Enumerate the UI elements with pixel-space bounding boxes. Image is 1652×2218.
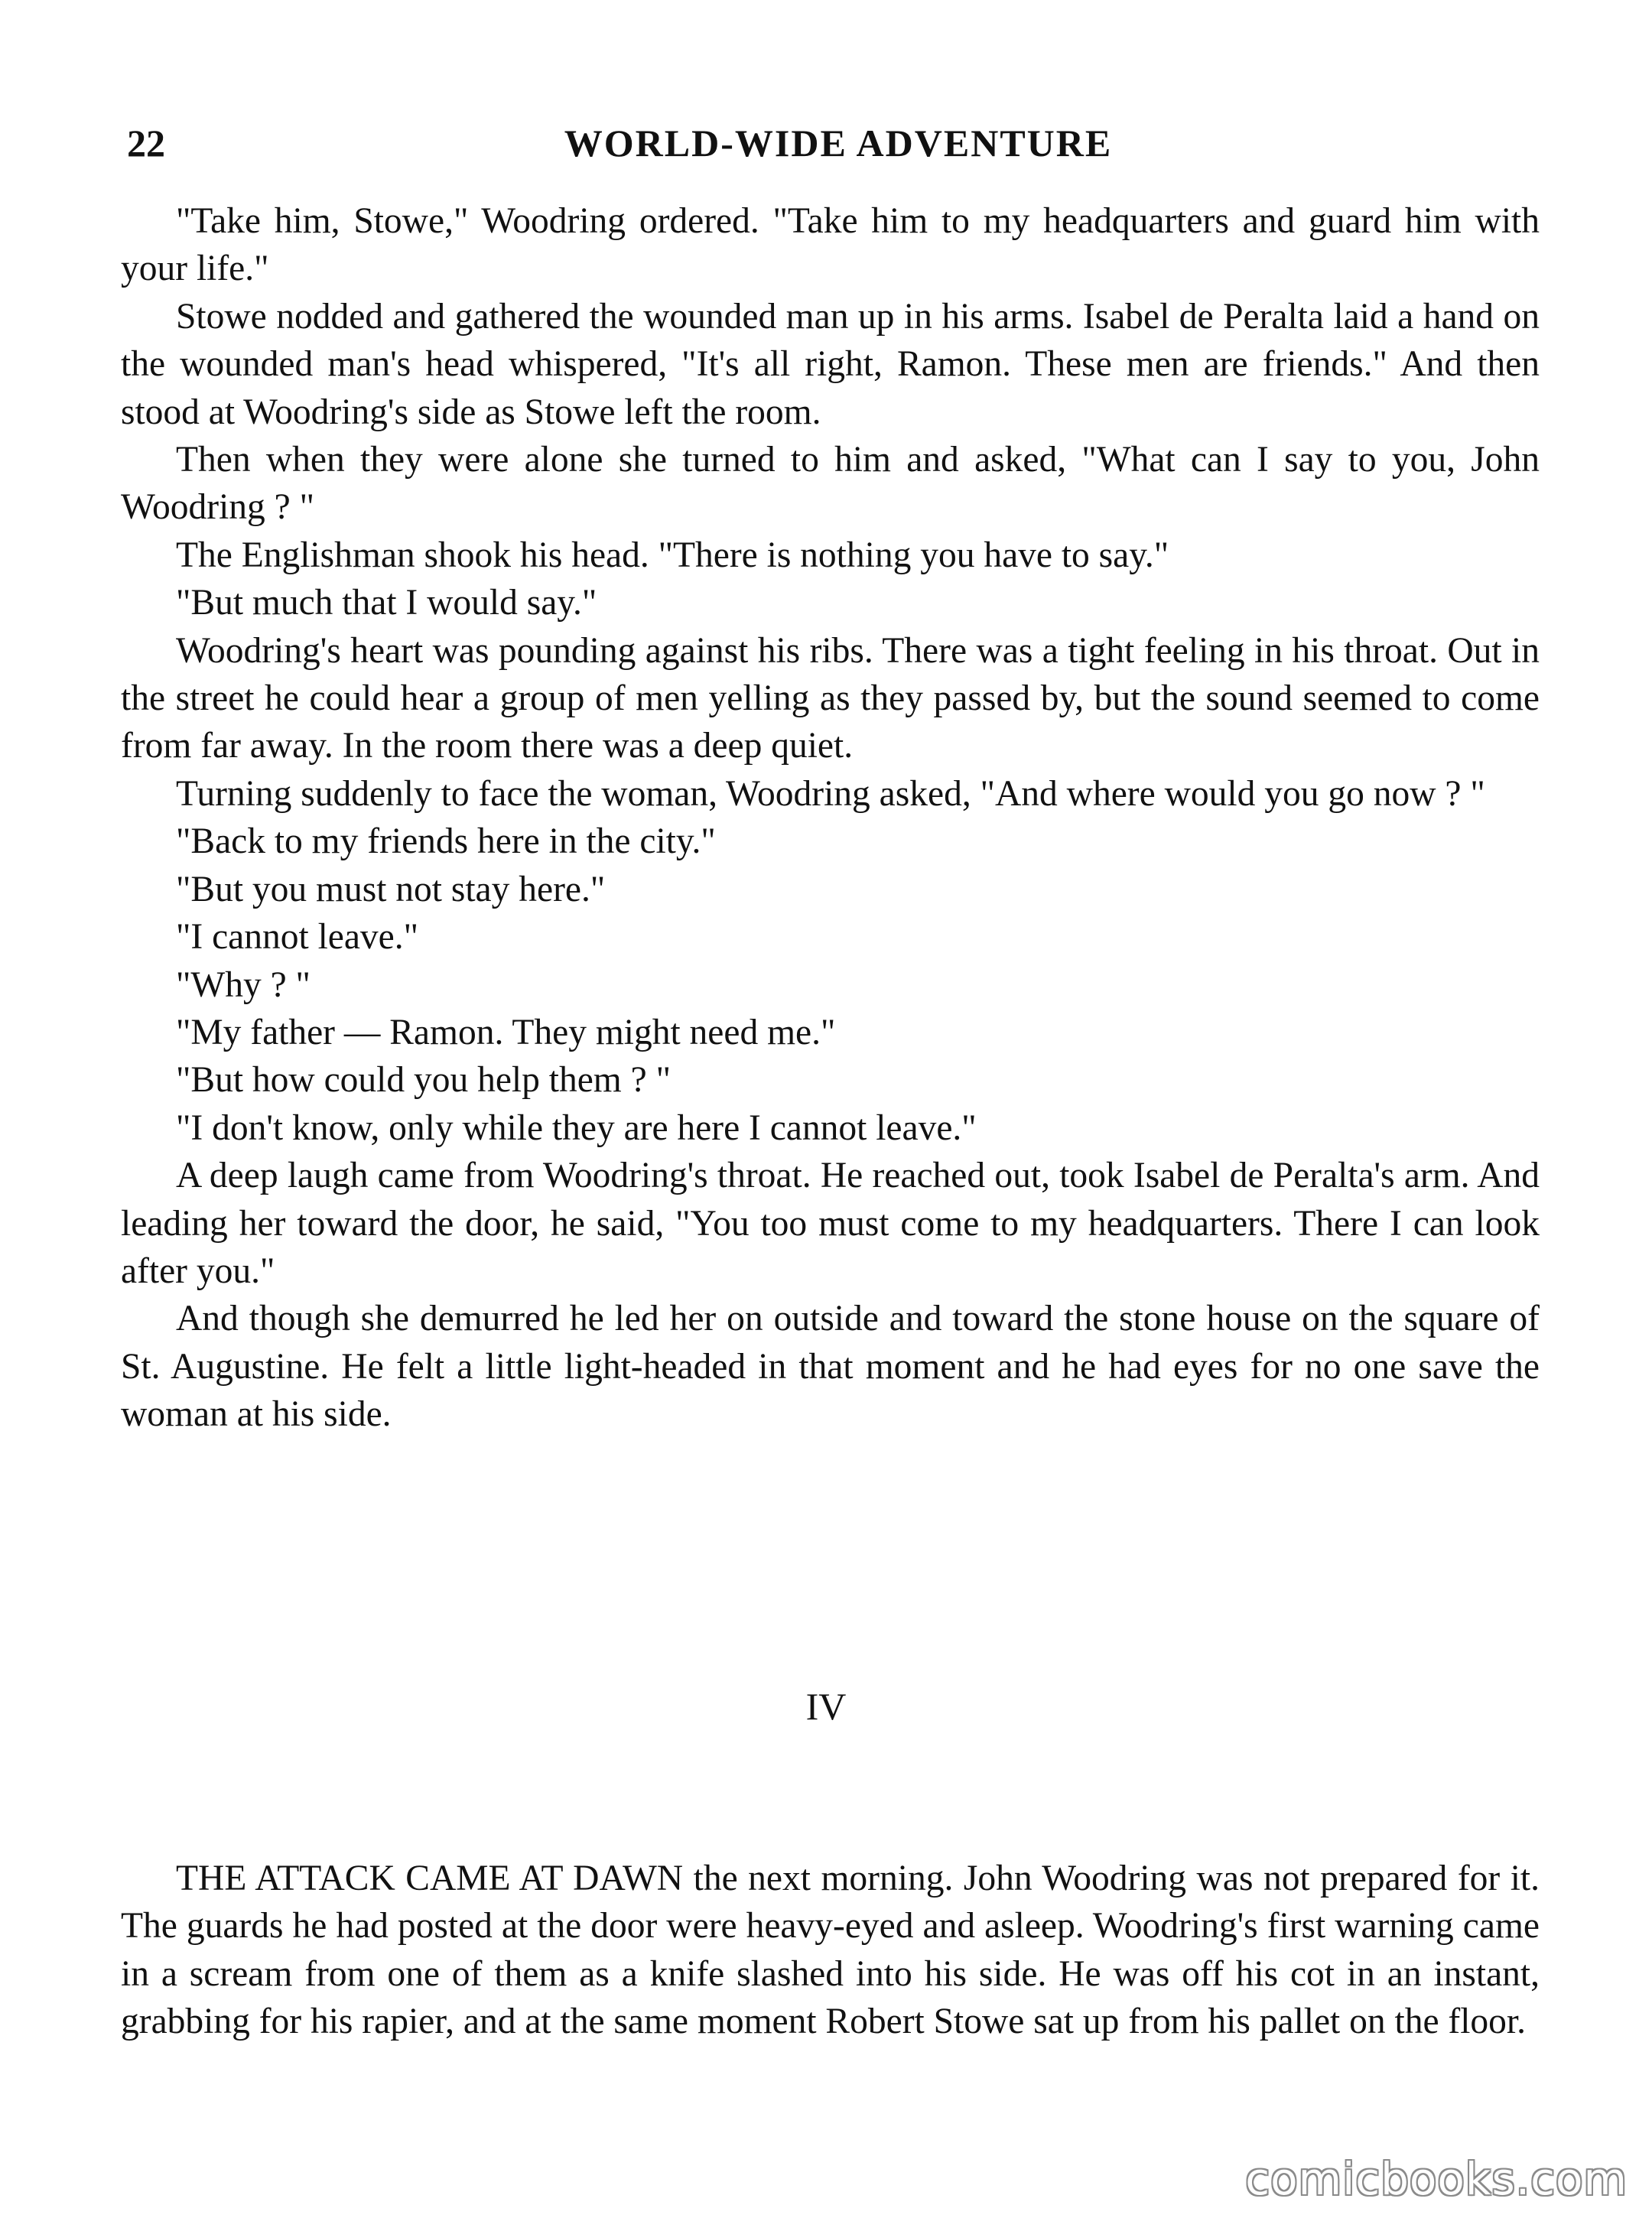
body-text (121, 197, 1540, 1439)
paragraph: "But how could you help them ? " (176, 1060, 671, 1101)
watermark: comicbooks.com (1245, 2153, 1628, 2205)
page-number: 22 (127, 122, 165, 164)
paragraph: "Take him, Stowe," Woodring ordered. "Take him to my headquarters and guard him with your life." (121, 201, 1540, 289)
chapter-opening (121, 1855, 1540, 2046)
paragraph: "Why ? " (176, 964, 311, 1005)
paragraph: "But much that I would say." (176, 583, 597, 623)
paragraph: "My father — Ramon. They might need me." (176, 1012, 836, 1052)
paragraph: Then when they were alone she turned to him and asked, "What can I say to you, John Woodring ? " (121, 440, 1540, 528)
paragraph: "But you must not stay here." (176, 869, 606, 909)
paragraph: The Englishman shook his head. "There is nothing you have to say." (176, 535, 1169, 575)
page-header (127, 121, 1550, 182)
paragraph: "I don't know, only while they are here I cannot leave." (176, 1107, 977, 1148)
chapter-heading: IV (805, 1685, 847, 1728)
paragraph: A deep laugh came from Woodring's throat. He reached out, took Isabel de Peralta's arm. And leading her toward the door, he said, "You too must come to my headquarters. There I can look after you." (121, 1156, 1540, 1291)
paragraph: "I cannot leave." (176, 917, 419, 958)
running-head: WORLD-WIDE ADVENTURE (564, 122, 1113, 164)
paragraph: Turning suddenly to face the woman, Woodring asked, "And where would you go now ? " (176, 773, 1485, 814)
paragraph: And though she demurred he led her on outside and toward the stone house on the square of St. Augustine. He felt a little light-headed in that moment and he had eyes for no one save the woman at his side. (121, 1299, 1540, 1435)
paragraph: Woodring's heart was pounding against his ribs. There was a tight feeling in his throat. Out in the street he could hear a group of men yelling as they passed by, but the sound seemed to come from far away. In the room there was a deep quiet. (121, 630, 1540, 766)
paragraph: THE ATTACK CAME AT DAWN the next morning. John Woodring was not prepared for it. The guards he had posted at the door were heavy-eyed and asleep. Woodring's first warning came in a scream from one of them as a knife slashed into his side. He was off his cot in an instant, grabbing for his rapier, and at the same moment Robert Stowe sat up from his pallet on the floor. (121, 1859, 1540, 2042)
paragraph: Stowe nodded and gathered the wounded man up in his arms. Isabel de Peralta laid a hand on the wounded man's head whispered, "It's all right, Ramon. These men are friends." And then stood at Woodring's side as Stowe left the room. (121, 296, 1540, 432)
paragraph: "Back to my friends here in the city." (176, 821, 716, 862)
